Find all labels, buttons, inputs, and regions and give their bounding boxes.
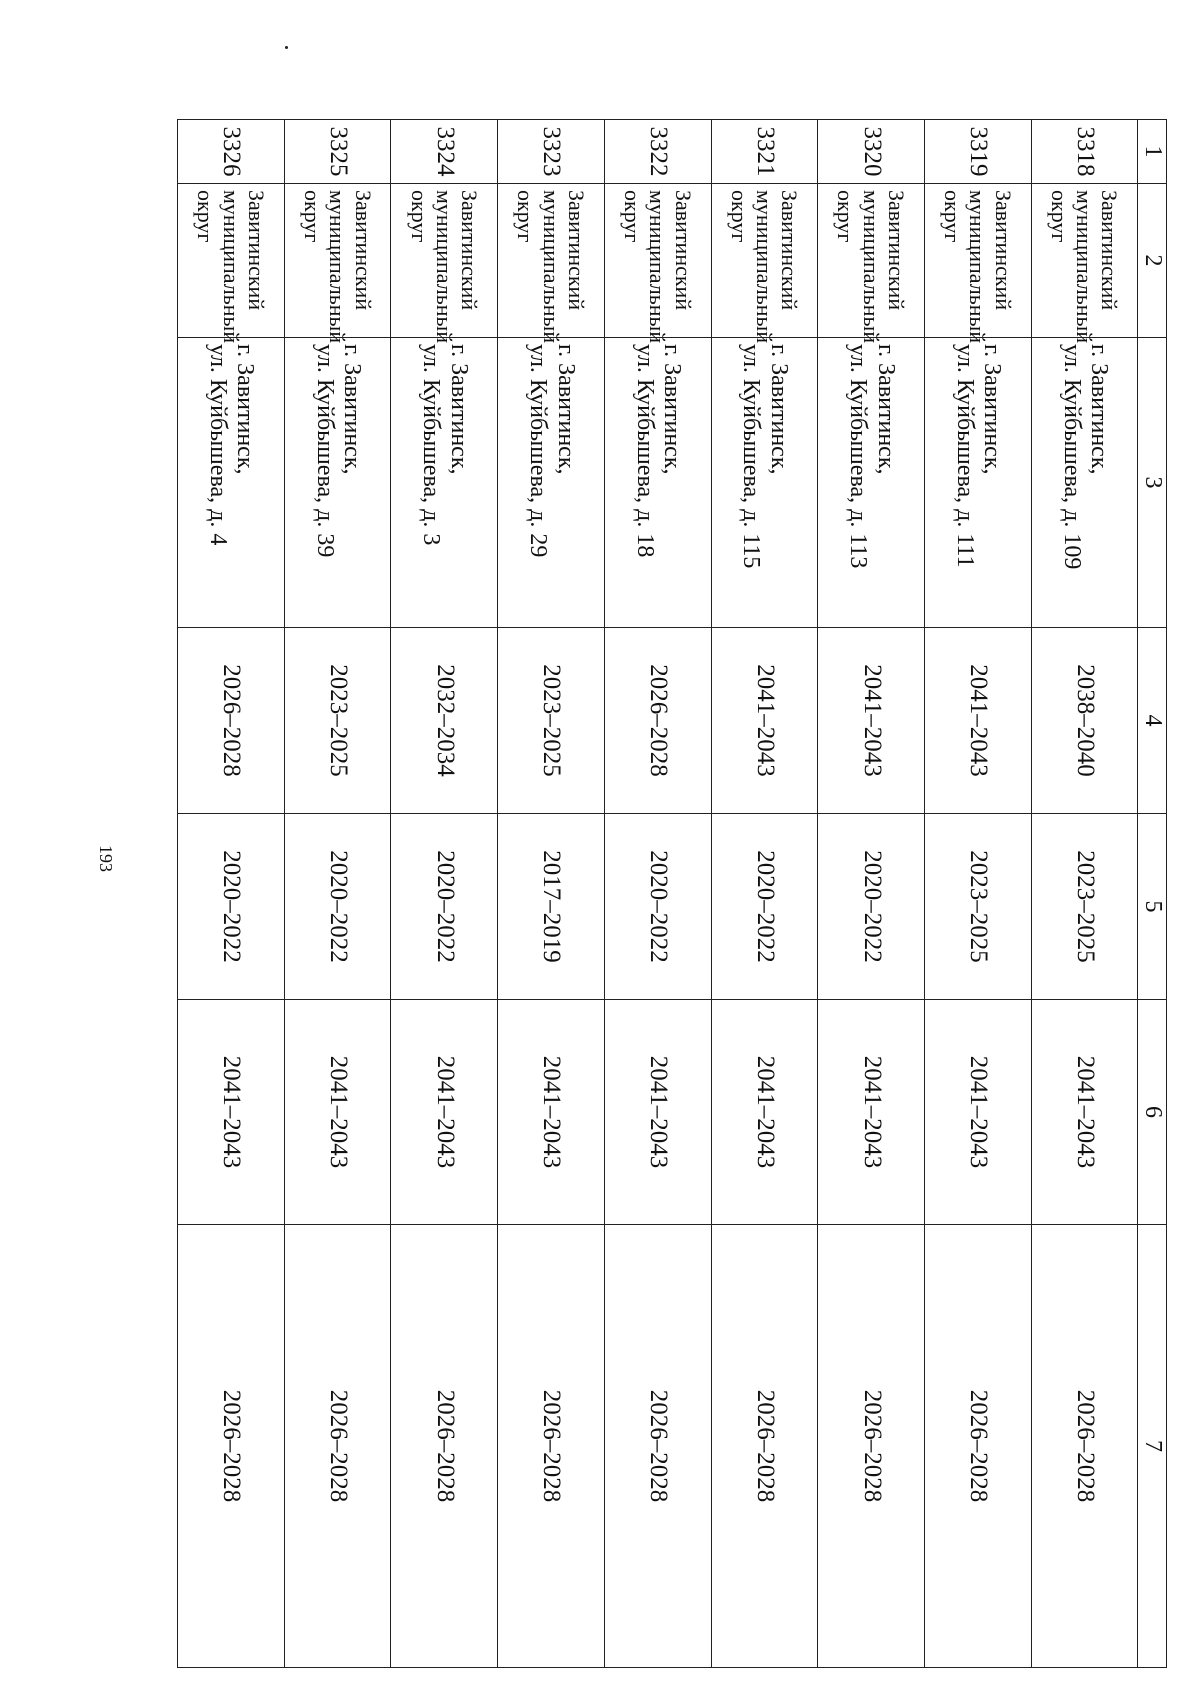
address-line: ул. Куйбышева, д. 115 bbox=[738, 344, 765, 569]
address-cell bbox=[711, 338, 818, 628]
period-col5 bbox=[1031, 814, 1138, 1000]
period-text: 2041–2043 bbox=[751, 664, 779, 777]
municipality-line: Завитинский bbox=[1097, 190, 1123, 311]
municipality-line: округ bbox=[1046, 190, 1072, 243]
municipality-line: округ bbox=[513, 190, 539, 243]
municipality-line: Завитинский bbox=[350, 190, 376, 311]
period-col7 bbox=[818, 1225, 925, 1668]
period-col7 bbox=[178, 1225, 285, 1668]
table-row bbox=[818, 120, 925, 1668]
address-line: ул. Куйбышева, д. 29 bbox=[525, 344, 552, 558]
row-number-text: 3322 bbox=[645, 126, 673, 177]
period-text: 2026–2028 bbox=[325, 1389, 353, 1503]
period-text: 2020–2022 bbox=[751, 850, 779, 963]
address-line: г. Завитинск, bbox=[445, 344, 472, 475]
period-col5 bbox=[178, 814, 285, 1000]
row-number bbox=[925, 120, 1032, 184]
row-number bbox=[178, 120, 285, 184]
address-line: г. Завитинск, bbox=[1086, 344, 1113, 475]
period-text: 2020–2022 bbox=[858, 850, 886, 963]
period-text: 2026–2028 bbox=[538, 1389, 566, 1503]
address-cell bbox=[391, 338, 498, 628]
period-text: 2026–2028 bbox=[218, 1389, 246, 1503]
table-row bbox=[178, 120, 285, 1668]
municipality-line: округ bbox=[620, 190, 646, 243]
period-col6 bbox=[925, 1000, 1032, 1225]
table-row bbox=[391, 120, 498, 1668]
municipality-line: округ bbox=[406, 190, 432, 243]
address-line: ул. Куйбышева, д. 113 bbox=[845, 344, 872, 569]
period-text: 2041–2043 bbox=[965, 664, 993, 777]
period-text: 2041–2043 bbox=[431, 1055, 459, 1169]
address-line: г. Завитинск, bbox=[659, 344, 686, 475]
period-text: 2026–2028 bbox=[858, 1389, 886, 1503]
address-cell bbox=[818, 338, 925, 628]
period-text: 2020–2022 bbox=[431, 850, 459, 963]
municipality-line: муниципальный bbox=[325, 190, 351, 344]
municipality-line: муниципальный bbox=[1072, 190, 1098, 344]
period-text: 2041–2043 bbox=[751, 1055, 779, 1169]
period-text: 2026–2028 bbox=[645, 664, 673, 777]
period-col6 bbox=[284, 1000, 391, 1225]
address-cell bbox=[498, 338, 605, 628]
period-text: 2041–2043 bbox=[218, 1055, 246, 1169]
address-cell bbox=[1031, 338, 1138, 628]
municipality-line: муниципальный bbox=[538, 190, 564, 344]
period-text: 2041–2043 bbox=[538, 1055, 566, 1169]
period-col5 bbox=[711, 814, 818, 1000]
period-col5 bbox=[818, 814, 925, 1000]
schedule-table bbox=[177, 119, 1167, 1668]
col-header-4: 4 bbox=[1138, 628, 1167, 814]
municipality-cell bbox=[178, 184, 285, 344]
period-col5 bbox=[925, 814, 1032, 1000]
period-col7 bbox=[391, 1225, 498, 1668]
row-number bbox=[711, 120, 818, 184]
period-col6 bbox=[604, 1000, 711, 1225]
table-row bbox=[1031, 120, 1138, 1668]
row-number-text: 3319 bbox=[965, 126, 993, 177]
period-col6 bbox=[391, 1000, 498, 1225]
period-col7 bbox=[711, 1225, 818, 1668]
period-col7 bbox=[604, 1225, 711, 1668]
period-text: 2026–2028 bbox=[1071, 1389, 1099, 1503]
period-col4 bbox=[284, 628, 391, 814]
page-number: 193 bbox=[96, 845, 116, 872]
col-header-1: 1 bbox=[1138, 120, 1167, 184]
municipality-cell bbox=[925, 184, 1032, 344]
row-number bbox=[604, 120, 711, 184]
period-col6 bbox=[178, 1000, 285, 1225]
table-row bbox=[925, 120, 1032, 1668]
municipality-line: муниципальный bbox=[218, 190, 244, 344]
municipality-line: Завитинский bbox=[457, 190, 483, 311]
municipality-cell bbox=[604, 184, 711, 344]
row-number-text: 3323 bbox=[538, 126, 566, 177]
period-col4 bbox=[178, 628, 285, 814]
municipality-line: Завитинский bbox=[563, 190, 589, 311]
municipality-line: Завитинский bbox=[777, 190, 803, 311]
period-text: 2041–2043 bbox=[325, 1055, 353, 1169]
row-number-text: 3320 bbox=[858, 126, 886, 177]
period-col4 bbox=[818, 628, 925, 814]
row-number bbox=[1031, 120, 1138, 184]
municipality-line: округ bbox=[940, 190, 966, 243]
period-text: 2023–2025 bbox=[325, 664, 353, 777]
period-col7 bbox=[284, 1225, 391, 1668]
municipality-line: округ bbox=[833, 190, 859, 243]
address-cell bbox=[604, 338, 711, 628]
period-col7 bbox=[925, 1225, 1032, 1668]
municipality-line: Завитинский bbox=[670, 190, 696, 311]
municipality-cell bbox=[284, 184, 391, 344]
table-container bbox=[177, 119, 1167, 1667]
period-text: 2017–2019 bbox=[538, 850, 566, 963]
address-cell bbox=[925, 338, 1032, 628]
period-text: 2041–2043 bbox=[858, 664, 886, 777]
row-number-text: 3325 bbox=[325, 126, 353, 177]
period-col4 bbox=[711, 628, 818, 814]
period-col4 bbox=[498, 628, 605, 814]
row-number bbox=[284, 120, 391, 184]
period-col6 bbox=[498, 1000, 605, 1225]
table-body bbox=[178, 120, 1138, 1668]
col-header-7: 7 bbox=[1138, 1225, 1167, 1668]
address-cell bbox=[178, 338, 285, 628]
scan-speck bbox=[285, 46, 288, 49]
table-row bbox=[498, 120, 605, 1668]
period-col5 bbox=[391, 814, 498, 1000]
period-col6 bbox=[711, 1000, 818, 1225]
period-text: 2038–2040 bbox=[1071, 664, 1099, 777]
period-col4 bbox=[604, 628, 711, 814]
municipality-line: муниципальный bbox=[965, 190, 991, 344]
table-row bbox=[284, 120, 391, 1668]
municipality-cell bbox=[1031, 184, 1138, 344]
municipality-line: муниципальный bbox=[645, 190, 671, 344]
municipality-line: Завитинский bbox=[990, 190, 1016, 311]
municipality-line: Завитинский bbox=[884, 190, 910, 311]
address-line: г. Завитинск, bbox=[339, 344, 366, 475]
address-line: ул. Куйбышева, д. 18 bbox=[631, 344, 658, 558]
period-text: 2026–2028 bbox=[751, 1389, 779, 1503]
municipality-line: Завитинский bbox=[243, 190, 269, 311]
address-line: ул. Куйбышева, д. 109 bbox=[1058, 344, 1085, 570]
row-number-text: 3318 bbox=[1071, 126, 1099, 177]
municipality-line: муниципальный bbox=[431, 190, 457, 344]
period-text: 2023–2025 bbox=[965, 850, 993, 963]
period-col4 bbox=[925, 628, 1032, 814]
period-text: 2020–2022 bbox=[218, 850, 246, 963]
period-col5 bbox=[604, 814, 711, 1000]
rotated-table-frame bbox=[177, 119, 1167, 1667]
row-number-text: 3321 bbox=[751, 126, 779, 177]
col-header-2: 2 bbox=[1138, 184, 1167, 338]
address-cell bbox=[284, 338, 391, 628]
period-text: 2032–2034 bbox=[431, 664, 459, 777]
municipality-cell bbox=[498, 184, 605, 344]
row-number bbox=[391, 120, 498, 184]
address-line: г. Завитинск, bbox=[766, 344, 793, 475]
period-col7 bbox=[1031, 1225, 1138, 1668]
period-text: 2020–2022 bbox=[645, 850, 673, 963]
address-line: г. Завитинск, bbox=[552, 344, 579, 475]
municipality-line: муниципальный bbox=[858, 190, 884, 344]
period-text: 2041–2043 bbox=[858, 1055, 886, 1169]
period-text: 2041–2043 bbox=[965, 1055, 993, 1169]
period-text: 2041–2043 bbox=[645, 1055, 673, 1169]
municipality-cell bbox=[711, 184, 818, 344]
col-header-5: 5 bbox=[1138, 814, 1167, 1000]
row-number-text: 3326 bbox=[218, 126, 246, 177]
period-text: 2026–2028 bbox=[218, 664, 246, 777]
municipality-line: округ bbox=[193, 190, 219, 243]
period-text: 2041–2043 bbox=[1071, 1055, 1099, 1169]
table-row bbox=[711, 120, 818, 1668]
period-text: 2020–2022 bbox=[325, 850, 353, 963]
municipality-cell bbox=[818, 184, 925, 344]
period-col5 bbox=[284, 814, 391, 1000]
address-line: г. Завитинск, bbox=[979, 344, 1006, 475]
period-col5 bbox=[498, 814, 605, 1000]
municipality-line: округ bbox=[299, 190, 325, 243]
period-text: 2023–2025 bbox=[1071, 850, 1099, 963]
row-number bbox=[498, 120, 605, 184]
header-row bbox=[1138, 120, 1167, 1668]
period-col7 bbox=[498, 1225, 605, 1668]
row-number-text: 3324 bbox=[431, 126, 459, 177]
address-line: ул. Куйбышева, д. 39 bbox=[311, 344, 338, 558]
col-header-6: 6 bbox=[1138, 1000, 1167, 1225]
period-col4 bbox=[391, 628, 498, 814]
municipality-line: округ bbox=[726, 190, 752, 243]
period-col6 bbox=[1031, 1000, 1138, 1225]
table-row bbox=[604, 120, 711, 1668]
address-line: ул. Куйбышева, д. 3 bbox=[418, 344, 445, 546]
municipality-line: муниципальный bbox=[752, 190, 778, 344]
period-text: 2026–2028 bbox=[431, 1389, 459, 1503]
address-line: ул. Куйбышева, д. 111 bbox=[951, 344, 978, 568]
address-line: г. Завитинск, bbox=[232, 344, 259, 475]
row-number bbox=[818, 120, 925, 184]
period-text: 2023–2025 bbox=[538, 664, 566, 777]
col-header-3: 3 bbox=[1138, 338, 1167, 628]
address-line: г. Завитинск, bbox=[872, 344, 899, 475]
period-col6 bbox=[818, 1000, 925, 1225]
period-text: 2026–2028 bbox=[645, 1389, 673, 1503]
municipality-cell bbox=[391, 184, 498, 344]
period-text: 2026–2028 bbox=[965, 1389, 993, 1503]
address-line: ул. Куйбышева, д. 4 bbox=[204, 344, 231, 546]
period-col4 bbox=[1031, 628, 1138, 814]
